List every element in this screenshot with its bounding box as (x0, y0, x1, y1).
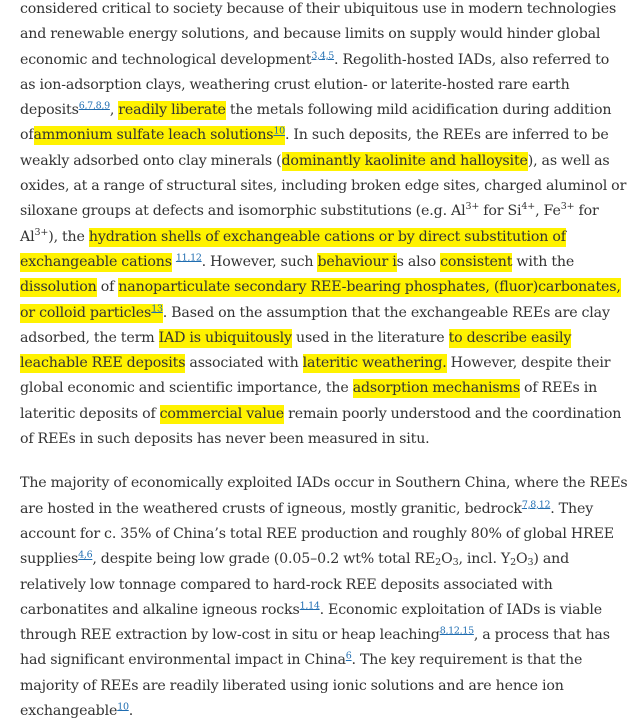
charge-superscript: 4+ (521, 201, 536, 213)
citation-link[interactable]: 6,7,8,9 (78, 100, 110, 112)
citation-link[interactable]: 11,12 (175, 252, 202, 264)
highlight: behaviour i (317, 253, 397, 270)
highlight: nanoparticulate secondary REE-bearing phosphates, (fluor)carbonates, or colloid particles$^{13}$ (20, 279, 621, 321)
highlight: dissolution (20, 279, 97, 296)
citation-link[interactable]: 4,6 (78, 549, 93, 561)
citation-link[interactable]: 1,14 (299, 600, 320, 612)
paragraph-2: The majority of economically exploited IADs occur in Southern China, where the REEs are hosted in the weathered crusts of igneous, mostly granitic, bedrock$^{7,8,12}$. They account for c. 35% of China’s total REE production and roughly 80% of global HREE supplies$^{4,6}$, despite being low grade (0.05–0.2 wt% total $RE_2O_3$, incl. $Y_2O_3$) and relatively low tonnage compared to hard-rock REE deposits associated with carbonatites and alkaline igneous rocks$^{1,14}$. Economic exploitation of IADs is viable through REE extraction by low-cost in situ or heap leaching$^{8,12,15}$, a process that has had significant environmental impact in China$^6$. The key requirement is that the majority of REEs are readily liberated using ionic solutions and are hence ion exchangeable$^{10}$. (20, 475, 628, 720)
highlight: IAD is ubiquitously (158, 329, 292, 346)
citation-link[interactable]: 3,4,5 (311, 49, 335, 61)
charge-superscript: 3+ (560, 201, 575, 213)
highlight: consistent (440, 253, 513, 270)
formula-subscript: 2 (435, 557, 442, 569)
highlight: hydration shells of exchangeable cations or by direct substitution of exchangeable cations (20, 228, 566, 270)
charge-superscript: 3+ (465, 201, 480, 213)
formula-subscript: 3 (452, 557, 459, 569)
highlight: ammonium sulfate leach solutions$^{10}$ (33, 125, 285, 144)
formula-subscript: 2 (510, 557, 516, 569)
charge-superscript: 3+ (34, 226, 49, 238)
paragraph-1: considered critical to society because of their ubiquitous use in modern technologies and renewable energy solutions, and because limits on supply would hinder global economic and technological development$^{3,4,5}$. Regolith-hosted IADs, also referred to as ion-adsorption clays, weathering crust elution- or laterite-hosted rare earth deposits$^{6,7,8,9}$, readily liberate the metals following mild acidification during addition ofammonium sulfate leach solutions$^{10}$. In such deposits, the REEs are inferred to be weakly adsorbed onto clay minerals (dominantly kaolinite and halloysite), as well as oxides, at a range of structural sites, including broken edge sites, charged aluminol or siloxane groups at defects and isomorphic substitutions (e.g. $Al^{3+}$ for $Si^{4+}$, $Fe^{3+}$ for $Al^{3+}$), the hydration shells of exchangeable cations or by direct substitution of exchangeable cations $^{11,12}$. However, such behaviour is also consistent with the dissolution of nanoparticulate secondary REE-bearing phosphates, (fluor)carbonates, or colloid particles$^{13}$. Based on the assumption that the exchangeable REEs are clay adsorbed, the term IAD is ubiquitously used in the literature to describe easily leachable REE deposits associated with lateritic weathering. However, despite their global economic and scientific importance, the adsorption mechanisms of REEs in lateritic deposits of commercial value remain poorly understood and the coordination of REEs in such deposits has never been measured in situ. (20, 1, 627, 448)
highlight: adsorption mechanisms (352, 380, 520, 397)
highlight: commercial value (159, 405, 285, 422)
citation-link[interactable]: 8,12,15 (439, 625, 474, 637)
highlight: lateritic weathering. (302, 355, 447, 372)
citation-link[interactable]: 13 (151, 302, 163, 314)
citation-link[interactable]: 7,8,12 (521, 498, 551, 510)
citation-link[interactable]: 10 (117, 701, 129, 713)
citation-link[interactable]: 6 (345, 650, 352, 662)
article-body (20, 0, 628, 724)
citation-link[interactable]: 10 (273, 125, 285, 137)
highlight: dominantly kaolinite and halloysite (281, 152, 528, 169)
formula-subscript: 3 (527, 557, 534, 569)
highlight: to describe easily leachable REE deposits (20, 329, 572, 372)
highlight: readily liberate (118, 102, 226, 119)
